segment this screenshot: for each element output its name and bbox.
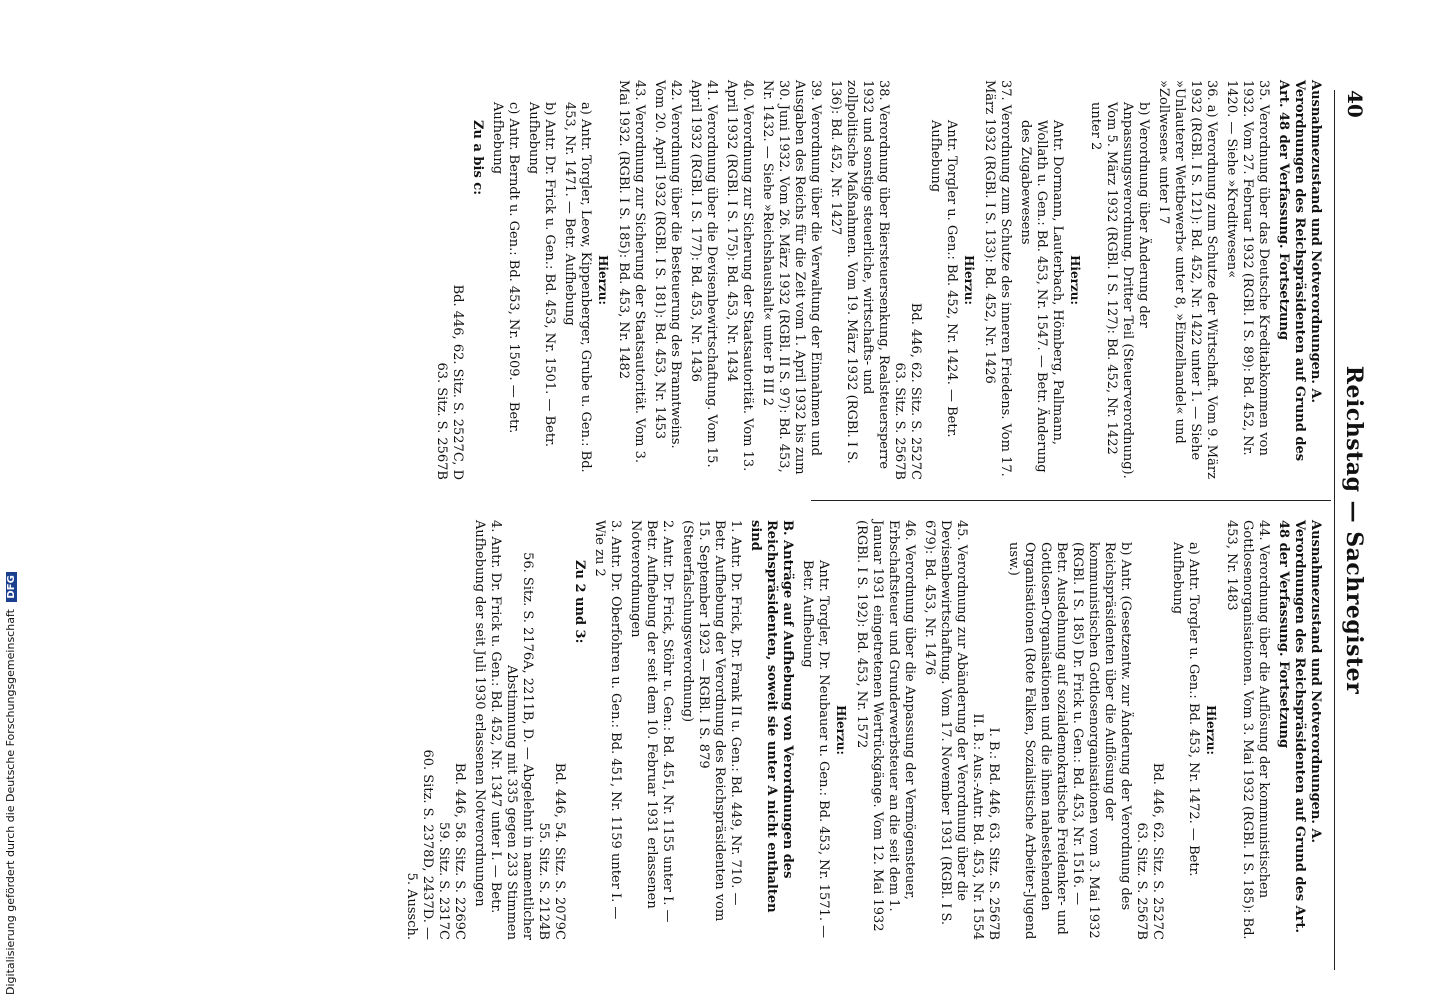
left-entry: Antr. Torgler u. Gen.: Bd. 452, Nr. 1424. — Betr. Aufhebung	[928, 120, 959, 438]
left-entry: c) Antr. Berndt u. Gen.: Bd. 453, Nr. 1509. — Betr. Aufhebung	[490, 102, 521, 434]
right-entry: 3. Antr. Dr. Oberfohren u. Gen.: Bd. 451, Nr. 1159 unter I. — Wie zu 2	[592, 520, 623, 920]
left-entry: Zu a bis c:	[470, 120, 485, 196]
right-entry: a) Antr. Torgler u. Gen.: Bd. 453, Nr. 1472. — Betr. Aufhebung	[1170, 542, 1201, 877]
scanned-page	[275, 30, 1375, 990]
right-entry: Antr. Torgler, Dr. Neubauer u. Gen.: Bd. 453, Nr. 1571. — Betr. Aufhebung	[800, 560, 831, 939]
left-entry: 39. Verordnung über die Verwaltung der Einnahmen und Ausgaben des Reichs für die Zeit vom 1. April 1932 bis zum 30. Juni 1932. Vom 26. März 1932 (RGBl. II S. 97): Bd. 453, Nr. 1432. — Siehe »Reichshaushalt« unter B III 2	[760, 80, 823, 475]
left-entry: 37. Verordnung zum Schutze des inneren Friedens. Vom 17. März 1932 (RGBl. I S. 133): Bd. 452, Nr. 1426	[982, 80, 1013, 477]
left-entry: Antr. Dormann, Lauterbach, Hömberg, Pallmann, Wollath u. Gen.: Bd. 453, Nr. 1547. — Betr. Änderung des Zugabewesens	[1018, 120, 1065, 473]
left-entry: b) Verordnung über Änderung der Anpassungsverordnung. Dritter Teil (Steuerverordnung). Vom 5. März 1932 (RGBl. I S. 127): Bd. 452, Nr. 1422 unter 2	[1088, 102, 1151, 479]
right-entry: b) Antr. (Gesetzentw. zur Änderung der Verordnung des Reichspräsidenten über die Auflösung der kommunistischen Gottlosenorganisationen vom 3. Mai 1932 (RGBl. I S. 185) Dr. Frick u. Gen.: Bd. 453, Nr. 1516. — Betr. Ausdehnung auf sozialdemokratische Freidenker- und Gottlosen-Organisationen und die ihnen nahestehenden Organisationen (Rote Falken, Sozialistische Arbeiter-Jugend usw.)	[1006, 542, 1133, 940]
dfg-logo: DFG	[6, 572, 17, 601]
right-entry: Zu 2 und 3:	[572, 560, 587, 644]
left-entry: Hierzu:	[596, 255, 610, 305]
left-entry: 38. Verordnung über Biersteuersenkung, Realsteuersperre 1932 und sonstige steuerliche, wirtschafts- und zollpolitische Maßnahmen. Vom 19. März 1932 (RGBl. I S. 136): Bd. 452, Nr. 1427	[828, 80, 891, 470]
right-entry: 5. Aussch.	[404, 872, 419, 940]
right-entry: I. B.: Bd. 446, 63. Sitz. S. 2567B	[986, 727, 1001, 940]
header-rule	[1334, 90, 1335, 970]
right-entry: 60. Sitz. S. 2378D, 2437D. —	[420, 749, 435, 940]
right-entry: Bd. 446, 58. Sitz. S. 2269C	[452, 762, 467, 940]
right-entry: 1. Antr. Dr. Frick, Dr. Frank II u. Gen.: Bd. 449, Nr. 710. — Betr. Aufhebung der Verordnung des Reichspräsidenten vom 15. September 1923 — RGBl. I S. 879 (Steuerfalschungsverordnung)	[680, 520, 743, 922]
right-entry: II. B.: Aus.-Antr. Bd. 453, Nr. 1554	[970, 713, 985, 940]
footer-text: Digitalisierung gefördert durch die Deutsche Forschungsgemeinschaft	[4, 609, 17, 995]
right-entry: 59. Sitz. S. 2317C	[436, 822, 451, 940]
right-entry: 55. Sitz. S. 2124B	[536, 822, 551, 940]
right-entry: Hierzu:	[1204, 705, 1218, 755]
right-entry: Bd. 446, 62. Sitz. S. 2527C	[1150, 762, 1165, 940]
right-entry: 46. Verordnung über die Anpassung der Vermögensteuer, Erbschaftsteuer und Grunderwerbsteuer an die seit dem 1. Januar 1931 eingetretenen Wertrückgänge. Vom 12. Mai 1932 (RGBl. I S. 192): Bd. 453, Nr. 1572	[854, 520, 917, 932]
right-entry: Bd. 446, 54. Sitz. S. 2079C	[552, 762, 567, 940]
left-entry: 43. Verordnung zur Sicherung der Staatsautorität. Vom 3. Mai 1932. (RGBl. I S. 185): Bd. 453, Nr. 1482	[616, 80, 647, 464]
right-entry: 2. Antr. Dr. Frick, Stöhr u. Gen.: Bd. 451, Nr. 1155 unter I. — Betr. Aufhebung der seit dem 10. Februar 1931 erlassenen Notverordnungen	[628, 520, 675, 923]
left-entry: Hierzu:	[962, 255, 976, 305]
left-entry: 41. Verordnung über die Devisenbewirtschaftung. Vom 15. April 1932 (RGBl. I S. 177): Bd. 453, Nr. 1436	[688, 80, 719, 468]
left-entry: 36. a) Verordnung zum Schutze der Wirtschaft. Vom 9. März 1932 (RGBl. I S. 121): Bd. 452, Nr. 1422 unter 1. — Siehe »Unlauterer Wettbewerb« unter 8, »Einzelhandel« und »Zollwesen« unter I 7	[1156, 80, 1219, 479]
left-entry: 35. Verordnung über das Deutsche Kreditabkommen von 1932. Vom 27. Februar 1932 (RGBl. I S. 89): Bd. 452, Nr. 1420. — Siehe »Kreditwesen«	[1224, 80, 1271, 456]
left-entry: Ausnahmezustand und Notverordnungen. A. Verordnungen des Reichspräsidenten auf Grund des Art. 48 der Verfassung. Fortsetzung	[1276, 80, 1323, 462]
left-entry: Hierzu:	[1068, 255, 1082, 305]
digitization-footer	[4, 572, 17, 995]
right-entry: 56. Sitz. S. 2176A, 2211B, D. — Abgelehnt in namentlicher Abstimmung mit 335 gegen 233 Stimmen	[504, 552, 535, 940]
right-column	[403, 520, 1323, 940]
page-header	[1335, 90, 1375, 970]
left-column	[433, 80, 1323, 480]
left-entry: Bd. 446, 62. Sitz. S. 2527C	[908, 302, 923, 480]
right-entry: B. Anträge auf Aufhebung von Verordnungen des Reichspräsidenten, soweit sie unter A nicht enthalten sind	[748, 520, 795, 913]
left-entry: a) Antr. Torgler, Leow, Kippenberger, Grube u. Gen.: Bd. 453, Nr. 1471. — Betr. Aufhebung	[562, 102, 593, 473]
left-entry: 40. Verordnung zur Sicherung der Staatsautorität. Vom 13. April 1932 (RGBl. I S. 175): Bd. 453, Nr. 1434	[724, 80, 755, 472]
column-divider	[811, 500, 1331, 501]
left-entry: 63. Sitz. S. 2567B	[892, 362, 907, 480]
right-entry: 63. Sitz. S. 2567B	[1134, 822, 1149, 940]
page-number: 40	[1343, 90, 1367, 118]
left-entry: 63. Sitz. S. 2567B	[434, 362, 449, 480]
right-entry: Hierzu:	[834, 705, 848, 755]
right-entry: 44. Verordnung über die Auflösung der kommunistischen Gottlosenorganisationen. Vom 3. Mai 1932 (RGBl. I S. 185): Bd. 453, Nr. 1483	[1224, 520, 1271, 940]
running-title: Reichstag — Sachregister	[1341, 365, 1367, 695]
left-entry: 42. Verordnung über die Besteuerung des Branntweins. Vom 20. April 1932 (RGBl. I S. 181): Bd. 453, Nr. 1453	[652, 80, 683, 449]
right-entry: 45. Verordnung zur Abänderung der Verordnung über die Devisenbewirtschaftung. Vom 17. November 1931 (RGBl. I S. 679): Bd. 453, Nr. 1476	[922, 520, 969, 926]
left-entry: b) Antr. Dr. Frick u. Gen.: Bd. 453, Nr. 1501. — Betr. Aufhebung	[526, 102, 557, 447]
right-entry: Ausnahmezustand und Notverordnungen. A. Verordnungen des Reichspräsidenten auf Grund des Art. 48 der Verfassung. Fortsetzung	[1276, 520, 1323, 934]
right-entry: 4. Antr. Dr. Frick u. Gen.: Bd. 452, Nr. 1347 unter I. — Betr. Aufhebung der seit Juli 1930 erlassenen Notverordnungen	[472, 520, 503, 914]
left-entry: Bd. 446, 62. Sitz. S. 2527C, D	[450, 284, 465, 480]
